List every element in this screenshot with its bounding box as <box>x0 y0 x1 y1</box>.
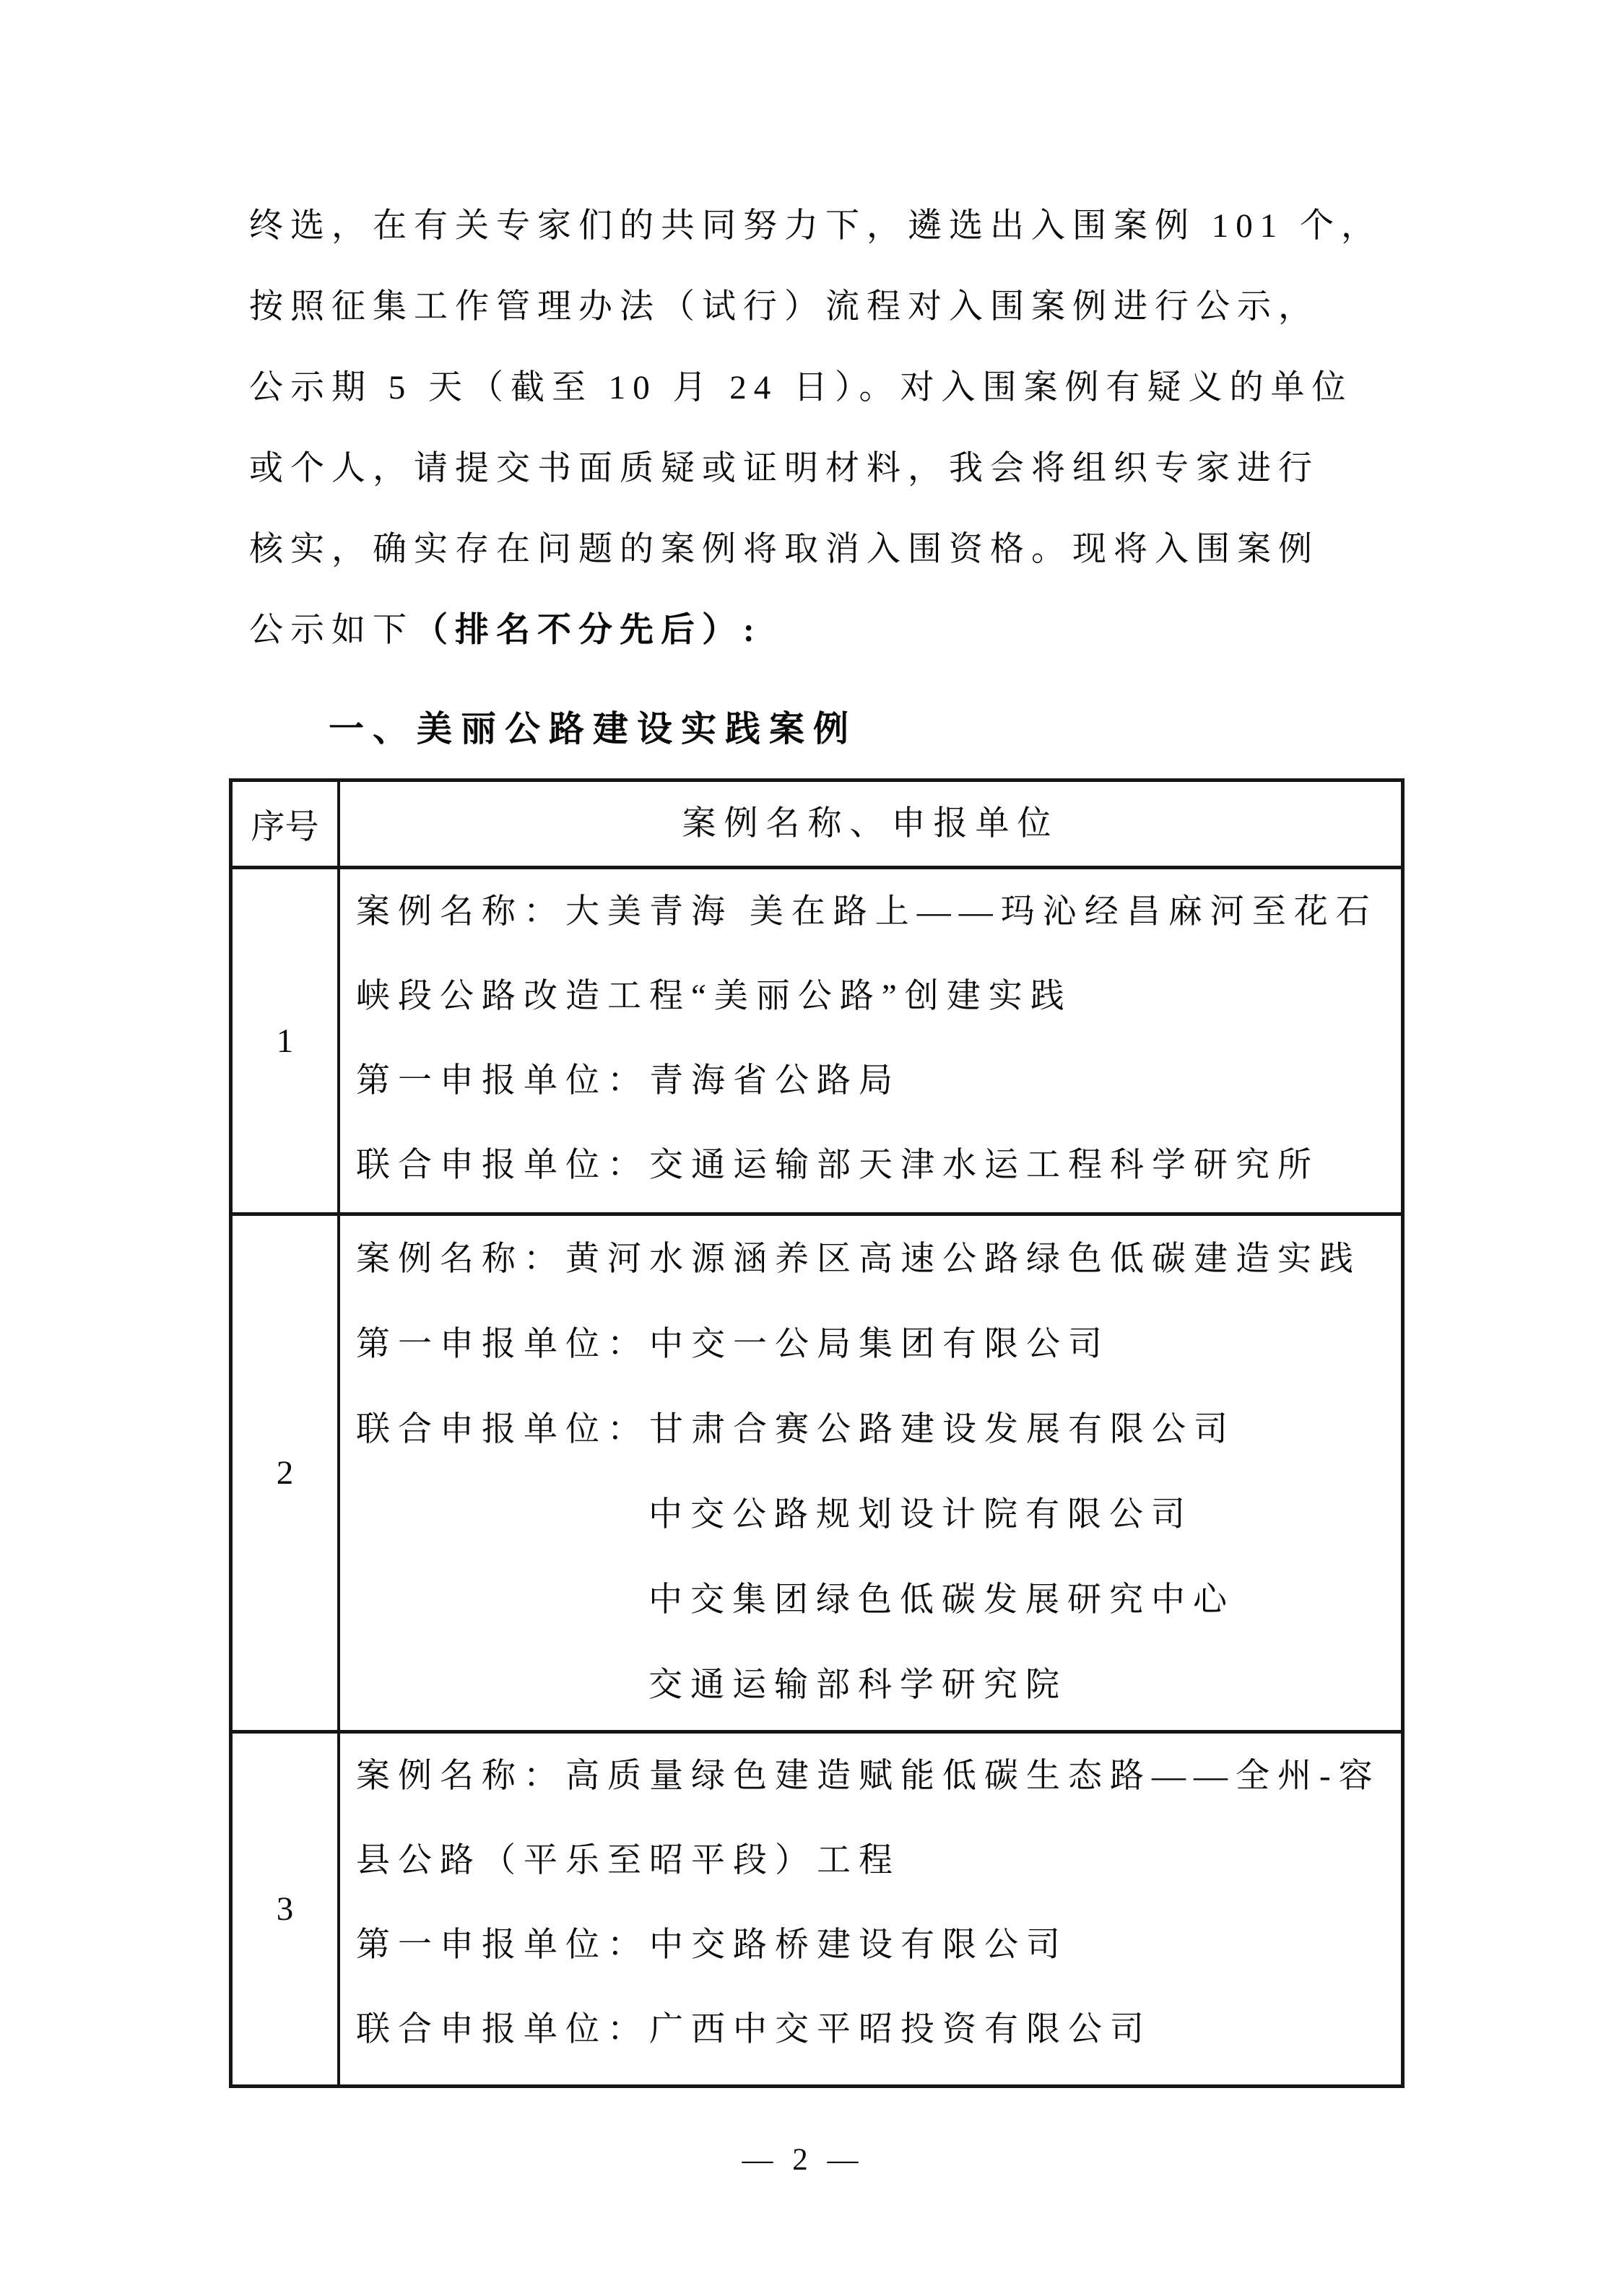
row-number-cell: 3 <box>233 1734 340 2084</box>
content-line: 案例名称：黄河水源涵养区高速公路绿色低碳建造实践 <box>356 1240 1361 1278</box>
table-row <box>233 1216 1401 1734</box>
cases-table <box>229 778 1405 2088</box>
table-header-row <box>233 782 1401 869</box>
paragraph-segment-bold: （排名不分先后）: <box>414 612 762 649</box>
row-content-cell <box>340 869 1401 1212</box>
paragraph-segment: 公示如下 <box>249 612 414 649</box>
table-row <box>233 869 1401 1216</box>
content-line: 第一申报单位：中交路桥建设有限公司 <box>356 1926 1068 1964</box>
header-cell-serial: 序号 <box>233 782 340 866</box>
content-line: 交通运输部科学研究院 <box>648 1666 1067 1704</box>
content-line: 案例名称：高质量绿色建造赋能低碳生态路——全州-容 <box>356 1757 1381 1795</box>
content-line: 联合申报单位：交通运输部天津水运工程科学研究所 <box>356 1147 1319 1184</box>
paragraph-line: 按照征集工作管理办法（试行）流程对入围案例进行公示， <box>249 288 1319 326</box>
content-line: 第一申报单位：青海省公路局 <box>356 1062 900 1100</box>
content-line: 中交公路规划设计院有限公司 <box>648 1496 1193 1534</box>
row-number-cell: 2 <box>233 1216 340 1730</box>
page-number: — 2 — <box>742 2143 864 2177</box>
paragraph-line: 终选，在有关专家们的共同努力下，遴选出入围案例 101 个， <box>249 207 1382 245</box>
paragraph-line: 或个人，请提交书面质疑或证明材料，我会将组织专家进行 <box>249 450 1319 487</box>
content-line: 联合申报单位：甘肃合赛公路建设发展有限公司 <box>356 1411 1236 1448</box>
content-line: 案例名称：大美青海 美在路上——玛沁经昌麻河至花石 <box>356 893 1378 931</box>
content-line: 联合申报单位：广西中交平昭投资有限公司 <box>356 2011 1152 2048</box>
content-line: 县公路（平乐至昭平段）工程 <box>356 1842 900 1879</box>
paragraph-line: 公示期 5 天（截至 10 月 24 日）。对入围案例有疑义的单位 <box>249 369 1353 406</box>
content-line: 第一申报单位：中交一公局集团有限公司 <box>356 1326 1110 1363</box>
row-content-cell <box>340 1734 1401 2084</box>
content-line: 中交集团绿色低碳发展研究中心 <box>648 1581 1235 1619</box>
paragraph-line: 核实，确实存在问题的案例将取消入围资格。现将入围案例 <box>249 531 1319 568</box>
header-cell-title: 案例名称、申报单位 <box>682 804 1059 843</box>
row-number-cell: 1 <box>233 869 340 1212</box>
paragraph-line <box>249 590 1412 671</box>
section-heading: 一、美丽公路建设实践案例 <box>329 709 858 749</box>
table-row <box>233 1734 1401 2084</box>
row-content-cell <box>340 1216 1401 1730</box>
intro-paragraph <box>249 186 1412 671</box>
content-line: 峡段公路改造工程“美丽公路”创建实践 <box>356 978 1072 1015</box>
